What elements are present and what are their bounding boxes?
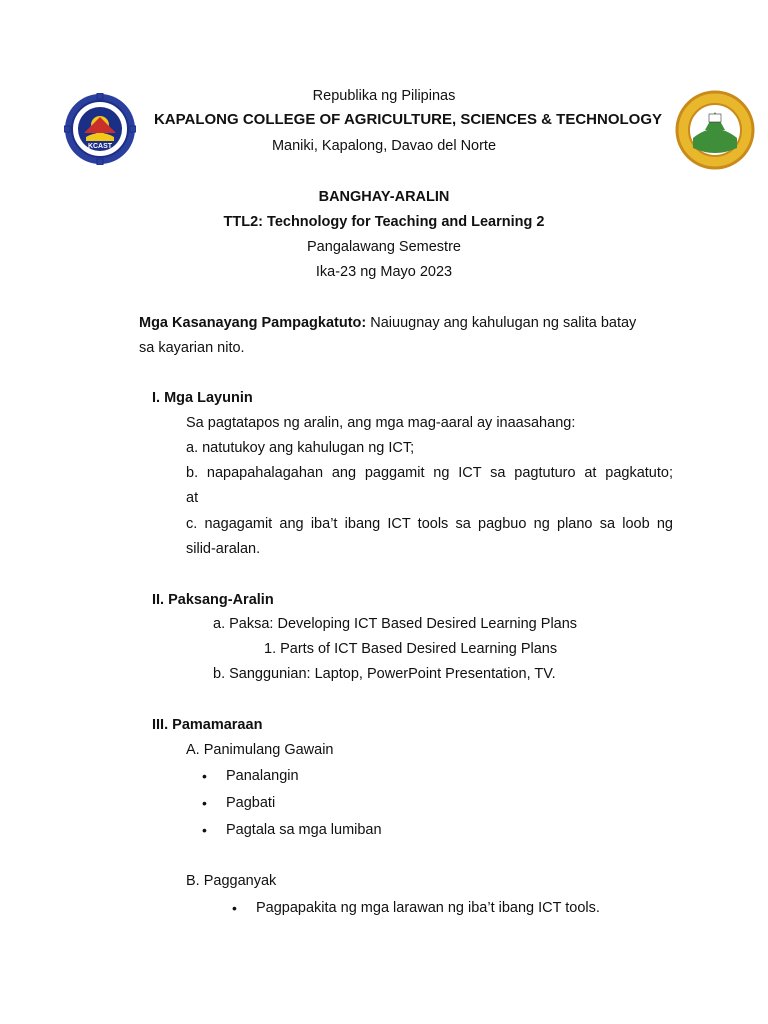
objective-c-line-1: c. nagagamit ang iba’t ibang ICT tools sa pagbuo ng plano sa loob ng (186, 516, 673, 532)
list-item: Pagpapakita ng mga larawan ng iba’t ibang ICT tools. (256, 900, 600, 916)
objective-b-line-1: b. napapahalagahan ang paggamit ng ICT sa pagtuturo at pagkatuto; (186, 465, 673, 481)
list-item: Pagtala sa mga lumiban (226, 822, 382, 838)
competency-label: Mga Kasanayang Pampagkatuto: (139, 315, 367, 331)
republic-line: Republika ng Pilipinas (312, 88, 456, 104)
bullet-icon: • (202, 768, 207, 784)
document-title: BANGHAY-ARALIN (318, 189, 450, 205)
competency-text-2: sa kayarian nito. (139, 340, 245, 356)
list-item: Panalangin (226, 768, 299, 784)
subject-matter-heading: II. Paksang-Aralin (152, 592, 274, 608)
objective-c-line-2: silid-aralan. (186, 541, 261, 557)
kcast-logo-text: KCAST (87, 143, 113, 150)
competency-text-1: Naiuugnay ang kahulugan ng salita batay (370, 315, 637, 331)
objective-b-line-2: at (186, 490, 199, 506)
bullet-icon: • (202, 795, 207, 811)
objectives-intro: Sa pagtatapos ng aralin, ang mga mag-aaral ay inaasahang: (186, 415, 576, 431)
college-address: Maniki, Kapalong, Davao del Norte (271, 138, 497, 154)
college-name: KAPALONG COLLEGE OF AGRICULTURE, SCIENCES & TECHNOLOGY (153, 111, 663, 128)
procedure-a-heading: A. Panimulang Gawain (186, 742, 334, 758)
competency-line-1 (139, 314, 636, 332)
procedure-heading: III. Pamamaraan (152, 717, 263, 733)
list-item: Pagbati (226, 795, 276, 811)
objective-a: a. natutukoy ang kahulugan ng ICT; (186, 440, 415, 456)
semester-line: Pangalawang Semestre (307, 239, 461, 255)
subject-subtopic: 1. Parts of ICT Based Desired Learning Plans (264, 641, 558, 657)
objectives-heading: I. Mga Layunin (152, 390, 253, 406)
bullet-icon: • (232, 900, 237, 916)
course-title: TTL2: Technology for Teaching and Learning 2 (223, 214, 545, 230)
subject-topic: a. Paksa: Developing ICT Based Desired Learning Plans (213, 616, 578, 632)
bullet-icon: • (202, 822, 207, 838)
date-line: Ika-23 ng Mayo 2023 (315, 264, 453, 280)
subject-references: b. Sanggunian: Laptop, PowerPoint Presentation, TV. (213, 666, 556, 682)
procedure-b-heading: B. Pagganyak (186, 873, 277, 889)
